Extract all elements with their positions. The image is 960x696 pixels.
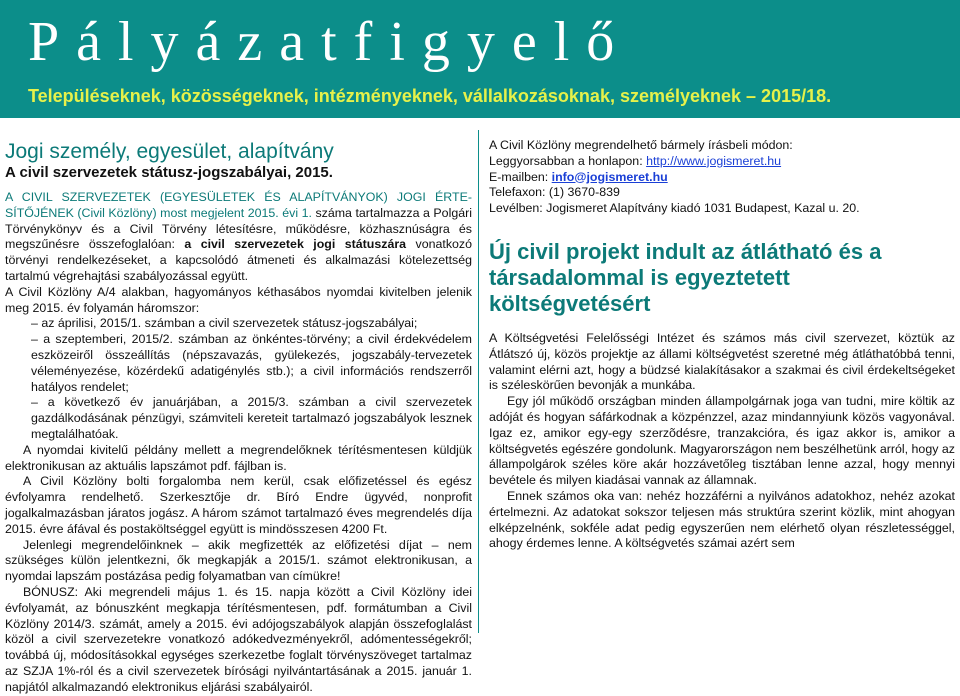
article-subheading: A civil szervezetek státusz-jogszabályai, 2015. (5, 164, 333, 181)
project-heading: Új civil projekt indult az átlátható és a társadalommal is egyeztetett költségvetésért (489, 238, 882, 316)
order-web: Leggyorsabban a honlapon: http://www.jogismeret.hu (489, 153, 782, 168)
bonus-paragraph: BÓNUSZ: Aki megrendeli május 1. és 15. napja között a Civil Közlöny idei évfolyamát, az bónuszként megkapja térítésmentesen, pdf. formátumban a Civil Közlöny 2014/3. számát, amely a 2015. évi adójogszabályok alapján összefoglalást közöl a civil szervezetekre vonatkozó adókedvezményekről, adómentességekről; továbbá új, módosításokkal egységes szerkezetbe foglalt törvényszöveget tartalmaz az SZJA 1%-ról és a civil szervezetek bírósági nyilvántartásának a 2015. január 1. napjától alkalmazandó elektronikus eljárási szabályairól. (5, 584, 472, 694)
order-intro: A Civil Közlöny megrendelhető bármely írásbeli módon: (489, 138, 793, 152)
article-heading: Jogi személy, egyesület, alapítvány (5, 140, 334, 163)
list-item: – a szeptemberi, 2015/2. számban az önkéntes-törvény; a civil érdekvédelem eszközeiről összeállítás (népszavazás, gyülekezés, jogszabály-tervezetek véleményezése, közérdekű adatigénylés stb.); a civil információs rendszerről hatályos rendelet; (31, 332, 472, 394)
website-link[interactable]: http://www.jogismeret.hu (646, 153, 782, 168)
publication-subtitle: Településeknek, közösségeknek, intézményeknek, vállalkozásoknak, személyeknek – 2015/18. (28, 86, 832, 106)
project-paragraph-2: Egy jól működő országban minden állampolgárnak joga van tudni, mire költik az adóját és hogyan sáfárkodnak a közpénzzel, azaz mindannyiunk közös vagyonával. Igaz ez, amikor egy-egy szerzõdésre, tranzakcióra, és igaz akkor is, amikor a költségvetés egészére gondolunk. Magyarországon nem beszélhetünk arról, hogy az állampolgárok széles köre akár hozzávetőleg tisztában lenne azzal, hogy mennyi bevétele és milyen kiadásai vannak az államnak. (489, 394, 955, 488)
list-item: – az áprilisi, 2015/1. számban a civil szervezetek státusz-jogszabályai; (31, 316, 418, 331)
project-paragraph-3: Ennek számos oka van: nehéz hozzáférni a nyilvános adatokhoz, nehéz azokat értelmezni. Az adatokat sokszor teljesen más struktúra szerint közlik, mint ahogyan elképzelnénk, sokféle adat pedig egyszerűen nem elérhető olyan részletességgel, ahogy érdemes lenne. A költségvetés számai azért sem (489, 488, 955, 551)
intro-tail: vonatkozó törvényi rendelkezéseket, a kapcsolódó átmeneti és alkalmazási kötelezettség tartalmú végrehajtási szabályozással együtt. (5, 237, 472, 283)
subscription-paragraph: A Civil Közlöny bolti forgalomba nem kerül, csak előfizetéssel és egész évfolyamra rendelhető. Szerkesztője dr. Bíró Endre ügyvéd, nonprofit jogalkalmazásban járatos jogász. A három számot tartalmazó éves megrendelés díja 2015. évre áfával és postaköltséggel együtt is mindösszesen 4200 Ft. (5, 474, 472, 536)
order-post: Levélben: Jogismeret Alapítvány kiadó 1031 Budapest, Kazal u. 20. (489, 201, 860, 216)
intro-paragraph (5, 190, 472, 285)
right-column (489, 134, 955, 552)
pdf-paragraph: A nyomdai kivitelű példány mellett a megrendelőknek térítésmentesen küldjük elektronikusan az aktuális lapszámot pdf. fájlban is. (5, 442, 472, 473)
email-link[interactable]: info@jogismeret.hu (551, 169, 668, 184)
current-subscribers-paragraph: Jelenlegi megrendelőinknek – akik megfizették az előfizetési díjat – nem szükséges külön jelentkezni, ők megkapják a 2015/1. számot elektronikusan, a nyomdai lapszám postázása pedig folyamatban van címükre! (5, 537, 472, 584)
publication-title: Pályázatfigyelő (28, 11, 632, 73)
intro-rest: száma tartalmazza a Polgári Törvénykönyv és a Civil Törvény létesítésre, működésre, közhasznúságra és megszűnésre összefoglalóan: (5, 205, 472, 252)
list-item: – a következő év januárjában, a 2015/3. számban a civil szervezetek gazdálkodásának pénzügyi, számviteli kereteit tartalmazó jogszabályok lesznek megtalálhatóak. (31, 395, 472, 441)
order-fax: Telefaxon: (1) 3670-839 (489, 185, 620, 200)
left-column (5, 140, 472, 696)
header-banner (0, 0, 960, 118)
intro-caps: A CIVIL SZERVEZETEK (EGYESÜLETEK ÉS ALAPÍTVÁNYOK) JOGI ÉRTE-SÍTŐJÉNEK (Civil Közlöny) most megjelent 2015. évi 1. (5, 190, 472, 220)
intro-bold: a civil szervezetek jogi státuszára (184, 237, 407, 252)
order-email: E-mailben: info@jogismeret.hu (489, 169, 668, 184)
project-paragraph-1: A Költségvetési Felelősségi Intézet és számos más civil szervezet, köztük az Átlátszó új, közös projektje az állami költségvetést szeretné még átláthatóbbá tenni, valamint elérni azt, hogy a büdzsé kialakításakor a szakmai és civil érdekeltségeket is széleskörűen bevonják a munkába. (489, 330, 955, 393)
schedule-paragraph: A Civil Közlöny A/4 alakban, hagyományos kéthasábos nyomdai kivitelben jelenik meg 2015. év folyamán háromszor: (5, 284, 472, 315)
column-divider (478, 130, 479, 633)
